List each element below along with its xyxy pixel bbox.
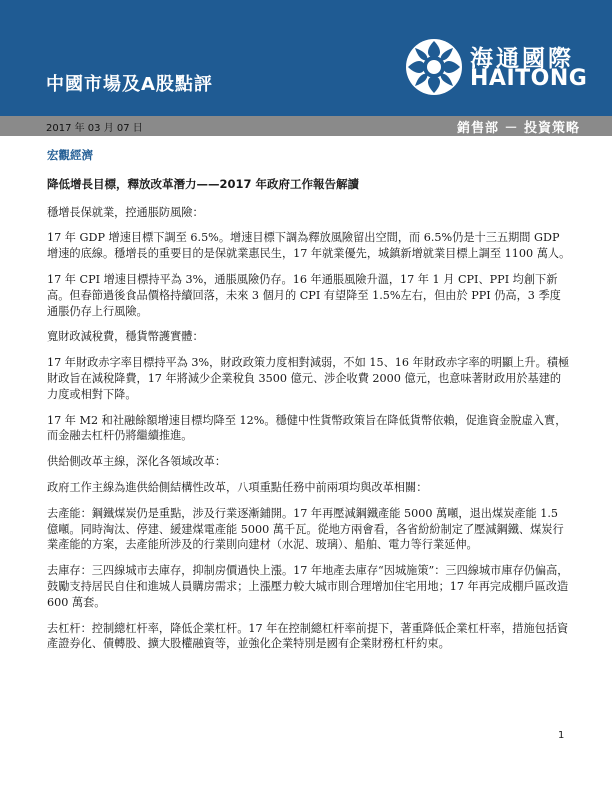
- paragraph: 17 年 M2 和社融餘額增速目標均降至 12%。穩健中性貨幣政策旨在降低貨幣依賴，促進資金脫虛入實，而金融去杠杆仍將繼續推進。: [47, 413, 567, 443]
- paragraph: 17 年財政赤字率目標持平為 3%，財政政策力度相對減弱，不如 15、16 年財政赤字率的明顯上升。積極財政旨在減稅降費，17 年將減少企業稅負 3500 億元、涉企收費 2000 億元，也意味著財政用於基建的力度或相對下降。: [47, 356, 570, 401]
- paragraph: 寬財政減稅費，穩貨幣護實體：: [47, 330, 204, 344]
- paragraph: 去杠杆：控制總杠杆率，降低企業杠杆。17 年在控制總杠杆率前提下，著重降低企業杠杆率，措施包括資產證券化、債轉股、擴大股權融資等，並強化企業特別是國有企業財務杠杆約束。: [47, 621, 569, 651]
- paragraph: 去庫存：三四線城市去庫存，抑制房價過快上漲。17 年地產去庫存“因城施策”：三四線城市庫存仍偏高，鼓勵支持居民自住和進城人員購房需求；上漲壓力較大城市則合理增加住宅用地；17 年再完成棚戶區改造 600 萬套。: [47, 564, 569, 609]
- paragraph: 去產能：鋼鐵煤炭仍是重點，涉及行業逐漸鋪開。17 年再壓減鋼鐵產能 5000 萬噸，退出煤炭產能 1.5 億噸。同時淘汰、停建、緩建煤電產能 5000 萬千瓦。從地方兩會看，各省紛紛制定了壓減鋼鐵、煤炭行業產能的方案，去產能所涉及的行業則向建材（水泥、玻璃）、船舶、電力等行業延伸。: [47, 506, 564, 552]
- logo-english-name: HAITONG: [470, 66, 588, 91]
- report-body: [47, 148, 572, 662]
- haitong-logo-icon: [404, 37, 464, 97]
- report-series-title: 中國市場及A股點評: [46, 74, 213, 95]
- logo-chinese-name: 海通國際: [470, 46, 574, 72]
- article-title: 降低增長目標，釋放改革潛力——2017 年政府工作報告解讀: [47, 176, 360, 191]
- date-department-bar: [0, 116, 612, 136]
- paragraph: 17 年 GDP 增速目標下調至 6.5%。增速目標下調為釋放風險留出空間，而 6.5%仍是十三五期間 GDP 增速的底線。穩增長的重要目的是保就業惠民生，17 年就業優先，城鎮新增就業目標上調至 1100 萬人。: [47, 231, 571, 261]
- paragraph: 供給側改革主線，深化各領域改革：: [47, 455, 227, 469]
- report-date: 2017 年 03 月 07 日: [46, 123, 143, 134]
- paragraph: 穩增長保就業，控通脹防風險：: [47, 205, 204, 219]
- page-number: 1: [558, 730, 565, 741]
- paragraph: 政府工作主線為進供給側結構性改革，八項重點任務中前兩項均與改革相關：: [47, 480, 428, 494]
- paragraph: 17 年 CPI 增速目標持平為 3%，通脹風險仍存。16 年通脹風險升溫，17 年 1 月 CPI、PPI 均創下新高。但春節過後食品價格持續回落，未來 3 個月的 CPI 有望降至 1.5%左右，但由於 PPI 仍高，3 季度通脹仍存上行風險。: [47, 272, 561, 318]
- report-header: [0, 0, 612, 116]
- section-label: 宏觀經濟: [47, 148, 93, 162]
- department-label: 銷售部 － 投資策略: [456, 121, 580, 136]
